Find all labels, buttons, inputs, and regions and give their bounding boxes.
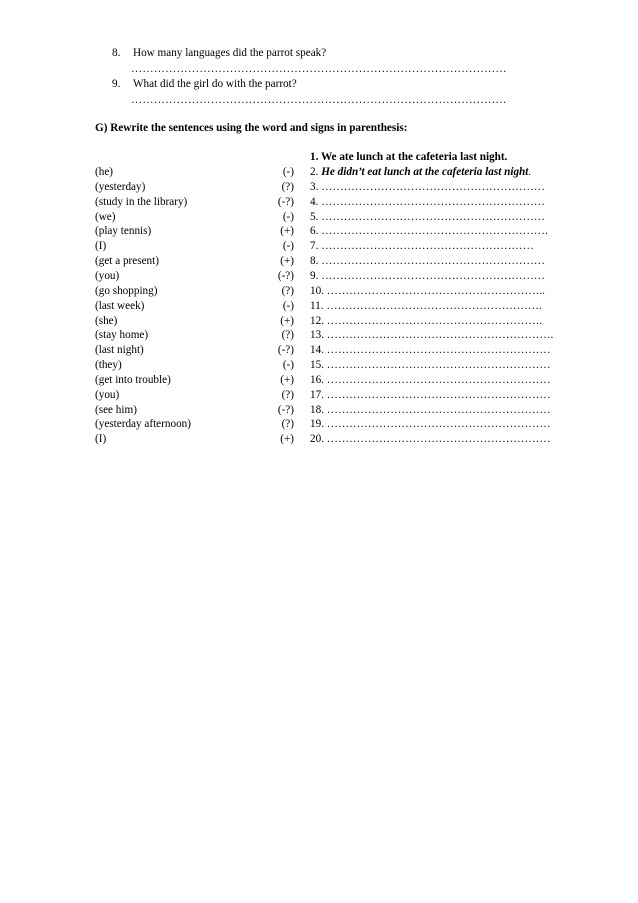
sign-marker: (-?) [277, 269, 294, 282]
example-sentence: 1. We ate lunch at the cafeteria last night. [310, 151, 508, 163]
item-number: 9. [310, 269, 319, 282]
exercise-row [0, 299, 638, 314]
item-number: 10. [310, 284, 324, 297]
answer-blank: …………………………………………………… [321, 195, 545, 208]
item-number: 2. [310, 166, 319, 178]
sign-marker: (?) [281, 418, 294, 431]
answer-line [310, 299, 542, 313]
prompt-word: (get a present) [95, 255, 159, 268]
item-number: 5. [310, 210, 319, 223]
answer-line [310, 328, 553, 342]
prompt-word: (stay home) [95, 329, 149, 342]
sign-marker: (-) [282, 166, 294, 178]
section-g-heading: G) Rewrite the sentences using the word and signs in parenthesis: [95, 122, 408, 134]
answer-blank: …………………………………………………. [326, 299, 542, 312]
answer-blank: …………………………………………………… [326, 344, 551, 357]
answer-line [310, 373, 551, 387]
sign-marker: (+) [280, 255, 294, 268]
answer-blank: …………………………………………………… [326, 388, 551, 401]
answer-blank: …………………………………………………. [326, 314, 543, 327]
answer-blank: ……………………………………………………. [326, 329, 554, 342]
answer-text: He didn’t eat lunch at the cafeteria last night [321, 166, 529, 178]
answer-line [310, 254, 545, 268]
sign-marker: (-) [282, 359, 294, 371]
item-number: 4. [310, 195, 319, 208]
answer-blank: …………………………………………………… [321, 255, 545, 268]
sign-marker: (-) [282, 210, 294, 223]
exercise-row [0, 373, 638, 388]
exercise-row [0, 165, 638, 180]
exercise-row [0, 403, 638, 418]
prompt-word: (she) [95, 314, 118, 327]
answer-line [310, 239, 534, 253]
prompt-word: (I) [95, 240, 107, 253]
sign-marker: (?) [281, 180, 294, 193]
sign-marker: (-?) [277, 344, 294, 357]
item-number: 16. [310, 373, 324, 386]
exercise-row [0, 269, 638, 284]
item-number: 7. [310, 240, 319, 253]
sign-marker: (+) [280, 225, 294, 238]
sign-marker: (-) [282, 240, 294, 253]
prompt-word: (they) [95, 359, 122, 371]
question-text: What did the girl do with the parrot? [133, 78, 297, 90]
exercise-row [0, 284, 638, 299]
exercise-row [0, 328, 638, 343]
answer-blank: ………………………………………………….. [326, 284, 545, 297]
sign-marker: (-?) [277, 403, 294, 416]
prompt-word: (see him) [95, 403, 137, 416]
exercise-row [0, 195, 638, 210]
sign-marker: (+) [280, 433, 294, 446]
prompt-word: (yesterday) [95, 180, 146, 193]
prompt-word: (he) [95, 166, 114, 178]
sign-marker: (-) [282, 299, 294, 312]
prompt-word: (last night) [95, 344, 144, 357]
item-number: 12. [310, 314, 324, 327]
answer-line [310, 224, 548, 238]
answer-line [310, 432, 551, 446]
exercise-row [0, 343, 638, 358]
answer-line [310, 343, 551, 357]
answer-blank: …………………………………………………… [326, 433, 551, 446]
item-number: 20. [310, 433, 324, 446]
answer-line [310, 284, 545, 298]
answer-line-9: ……………………………………………………………………………………… [131, 94, 507, 106]
answer-line [310, 210, 545, 224]
item-number: 14. [310, 344, 324, 357]
prompt-word: (study in the library) [95, 195, 188, 208]
prompt-word: (I) [95, 433, 107, 446]
exercise-row [0, 180, 638, 195]
sign-marker: (+) [280, 314, 294, 327]
prompt-word: (last week) [95, 299, 145, 312]
prompt-word: (go shopping) [95, 284, 158, 297]
prompt-word: (yesterday afternoon) [95, 418, 191, 431]
answer-blank: …………………………………………………… [326, 373, 551, 386]
exercise-row [0, 239, 638, 254]
answer-line [310, 403, 551, 417]
answer-line-8: ……………………………………………………………………………………… [131, 63, 507, 75]
answer-blank: …………………………………………………… [321, 180, 545, 193]
item-number: 11. [310, 299, 324, 312]
item-number: 19. [310, 418, 324, 431]
exercise-row [0, 358, 638, 373]
prompt-word: (play tennis) [95, 225, 152, 238]
question-number: 9. [112, 78, 121, 90]
answer-line [310, 358, 551, 372]
prompt-word: (we) [95, 210, 116, 223]
prompt-word: (you) [95, 388, 120, 401]
answer-blank: …………………………………………………… [326, 403, 551, 416]
sign-marker: (?) [281, 388, 294, 401]
answer-blank: . [528, 166, 532, 178]
answer-line [310, 180, 545, 194]
answer-blank: …………………………………………………… [326, 359, 551, 371]
sign-marker: (+) [280, 373, 294, 386]
exercise-row [0, 388, 638, 403]
sign-marker: (?) [281, 284, 294, 297]
prompt-word: (you) [95, 269, 120, 282]
sign-marker: (?) [281, 329, 294, 342]
item-number: 8. [310, 255, 319, 268]
answer-line [310, 388, 551, 402]
answer-blank: ……………………………………………………. [321, 225, 548, 238]
answer-blank: …………………………………………………… [321, 269, 545, 282]
item-number: 15. [310, 359, 324, 371]
prompt-word: (get into trouble) [95, 373, 171, 386]
answer-line [310, 417, 551, 431]
answer-blank: …………………………………………………… [326, 418, 551, 431]
exercise-row [0, 432, 638, 447]
exercise-row [0, 224, 638, 239]
question-number: 8. [112, 47, 121, 59]
sign-marker: (-?) [277, 195, 294, 208]
item-number: 18. [310, 403, 324, 416]
answer-line [310, 165, 531, 179]
exercise-row [0, 254, 638, 269]
item-number: 6. [310, 225, 319, 238]
answer-blank: …………………………………………………… [321, 210, 545, 223]
answer-line [310, 195, 545, 209]
exercise-row [0, 314, 638, 329]
answer-line [310, 269, 545, 283]
item-number: 17. [310, 388, 324, 401]
answer-line [310, 314, 542, 328]
question-text: How many languages did the parrot speak? [133, 47, 327, 59]
exercise-row [0, 210, 638, 225]
answer-blank: ………………………………………………… [321, 240, 534, 253]
exercise-row [0, 417, 638, 432]
item-number: 3. [310, 180, 319, 193]
item-number: 13. [310, 329, 324, 342]
